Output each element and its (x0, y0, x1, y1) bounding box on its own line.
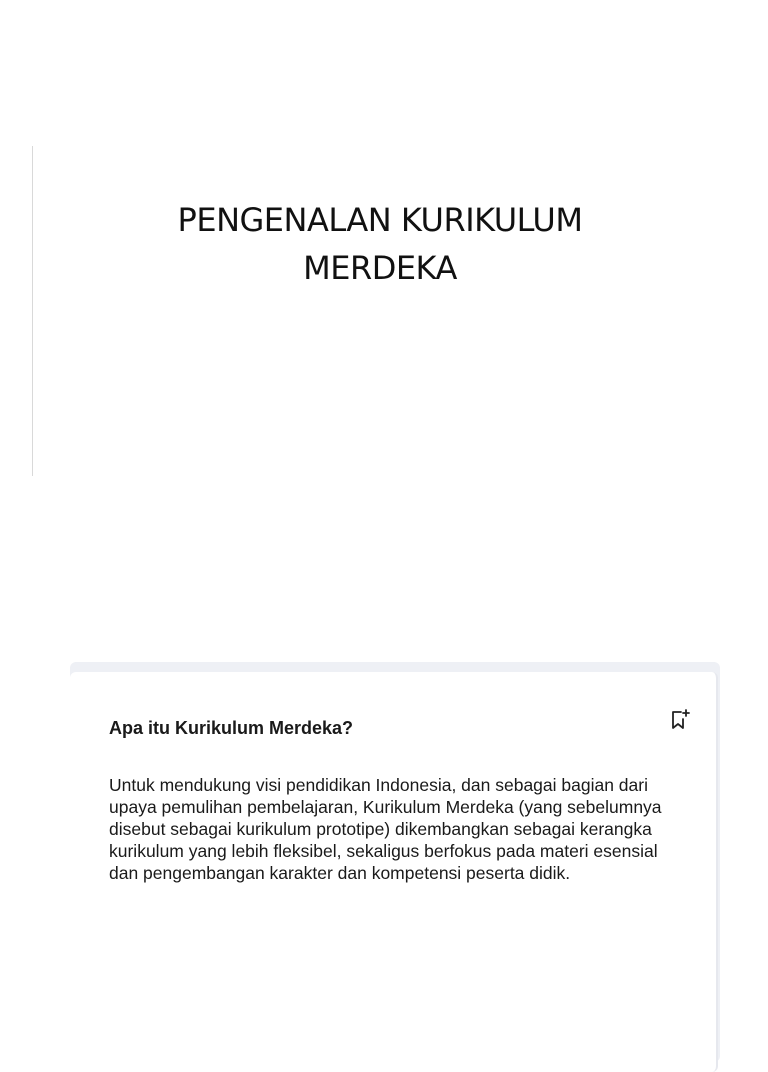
slide-title (100, 196, 660, 292)
info-card (70, 672, 718, 1072)
info-card-frame (70, 662, 720, 1062)
card-heading: Apa itu Kurikulum Merdeka? (109, 718, 354, 738)
card-body-text: Untuk mendukung visi pendidikan Indonesia, dan sebagai bagian dari upaya pemulihan pembelajaran, Kurikulum Merdeka (yang sebelumnya disebut sebagai kurikulum prototipe) dikembangkan sebagai kerangka kurikulum yang lebih fleksibel, sekaligus berfokus pada materi esensial dan pengembangan karakter dan kompetensi peserta didik. (109, 775, 662, 883)
slide-title-line-2: MERDEKA (303, 249, 457, 287)
slide-divider (32, 146, 33, 476)
slide-title-line-1: PENGENALAN KURIKULUM (177, 201, 583, 239)
bookmark-button[interactable] (666, 706, 694, 734)
bookmark-add-icon (670, 709, 690, 731)
